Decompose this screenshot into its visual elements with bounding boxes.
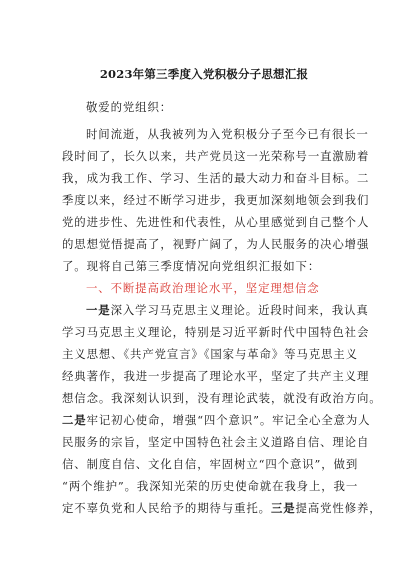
paragraph-line bbox=[62, 413, 370, 427]
para-lead: 二是 bbox=[62, 413, 87, 427]
paragraph-line: 想信念。我深刻认识到，没有理论武装，就没有政治方向。 bbox=[62, 391, 382, 405]
paragraph-line: 了。现将自己第三季度情况向党组织汇报如下： bbox=[62, 259, 321, 273]
paragraph-line: 的思想觉悟提高了，视野广阔了，为人民服务的决心增强 bbox=[62, 237, 370, 251]
para-lead: 三是 bbox=[270, 501, 296, 515]
document-title: 2023年第三季度入党积极分子思想汇报 bbox=[99, 67, 309, 81]
paragraph-line: 主义思想、《共产党宣言》《国家与革命》等马克思主义 bbox=[62, 347, 358, 361]
paragraph-line: 我，成为我工作、学习、生活的最大动力和奋斗目标。二 bbox=[62, 171, 370, 185]
section-heading: 一、不断提高政治理论水平，坚定理想信念 bbox=[86, 281, 320, 295]
para-text: 深入学习马克思主义理论。近段时间来，我认真 bbox=[110, 303, 369, 317]
paragraph-line: 信、制度自信、文化自信，牢固树立“四个意识”，做到 bbox=[62, 457, 359, 471]
paragraph-line bbox=[86, 303, 369, 317]
para-text: 定不辜负党和人民给予的期待与重托。 bbox=[62, 501, 271, 515]
para-text: 提高党性修养， bbox=[295, 501, 382, 515]
paragraph-line: 季度以来，经过不断学习进步，我更加深刻地领会到我们 bbox=[62, 193, 370, 207]
para-lead: 一是 bbox=[86, 303, 111, 317]
paragraph-line: 学习马克思主义理论，特别是习近平新时代中国特色社会 bbox=[62, 325, 370, 339]
paragraph-line: “两个维护”。我深知光荣的历史使命就在我身上，我一 bbox=[62, 479, 359, 493]
salutation: 敬爱的党组织： bbox=[86, 100, 173, 114]
paragraph-line: 经典著作，我进一步提高了理论水平，坚定了共产主义理 bbox=[62, 369, 370, 383]
paragraph-line: 时间流逝，从我被列为入党积极分子至今已有很长一 bbox=[86, 127, 369, 141]
paragraph-line: 民服务的宗旨，坚定中国特色社会主义道路自信、理论自 bbox=[62, 435, 370, 449]
para-text: 牢记初心使命，增强“四个意识”。牢记全心全意为人 bbox=[86, 413, 371, 427]
paragraph-line: 党的进步性、先进性和代表性，从心里感觉到自己整个人 bbox=[62, 215, 370, 229]
paragraph-line bbox=[62, 501, 382, 515]
paragraph-line: 段时间了，长久以来，共产党员这一光荣称号一直激励着 bbox=[62, 149, 370, 163]
